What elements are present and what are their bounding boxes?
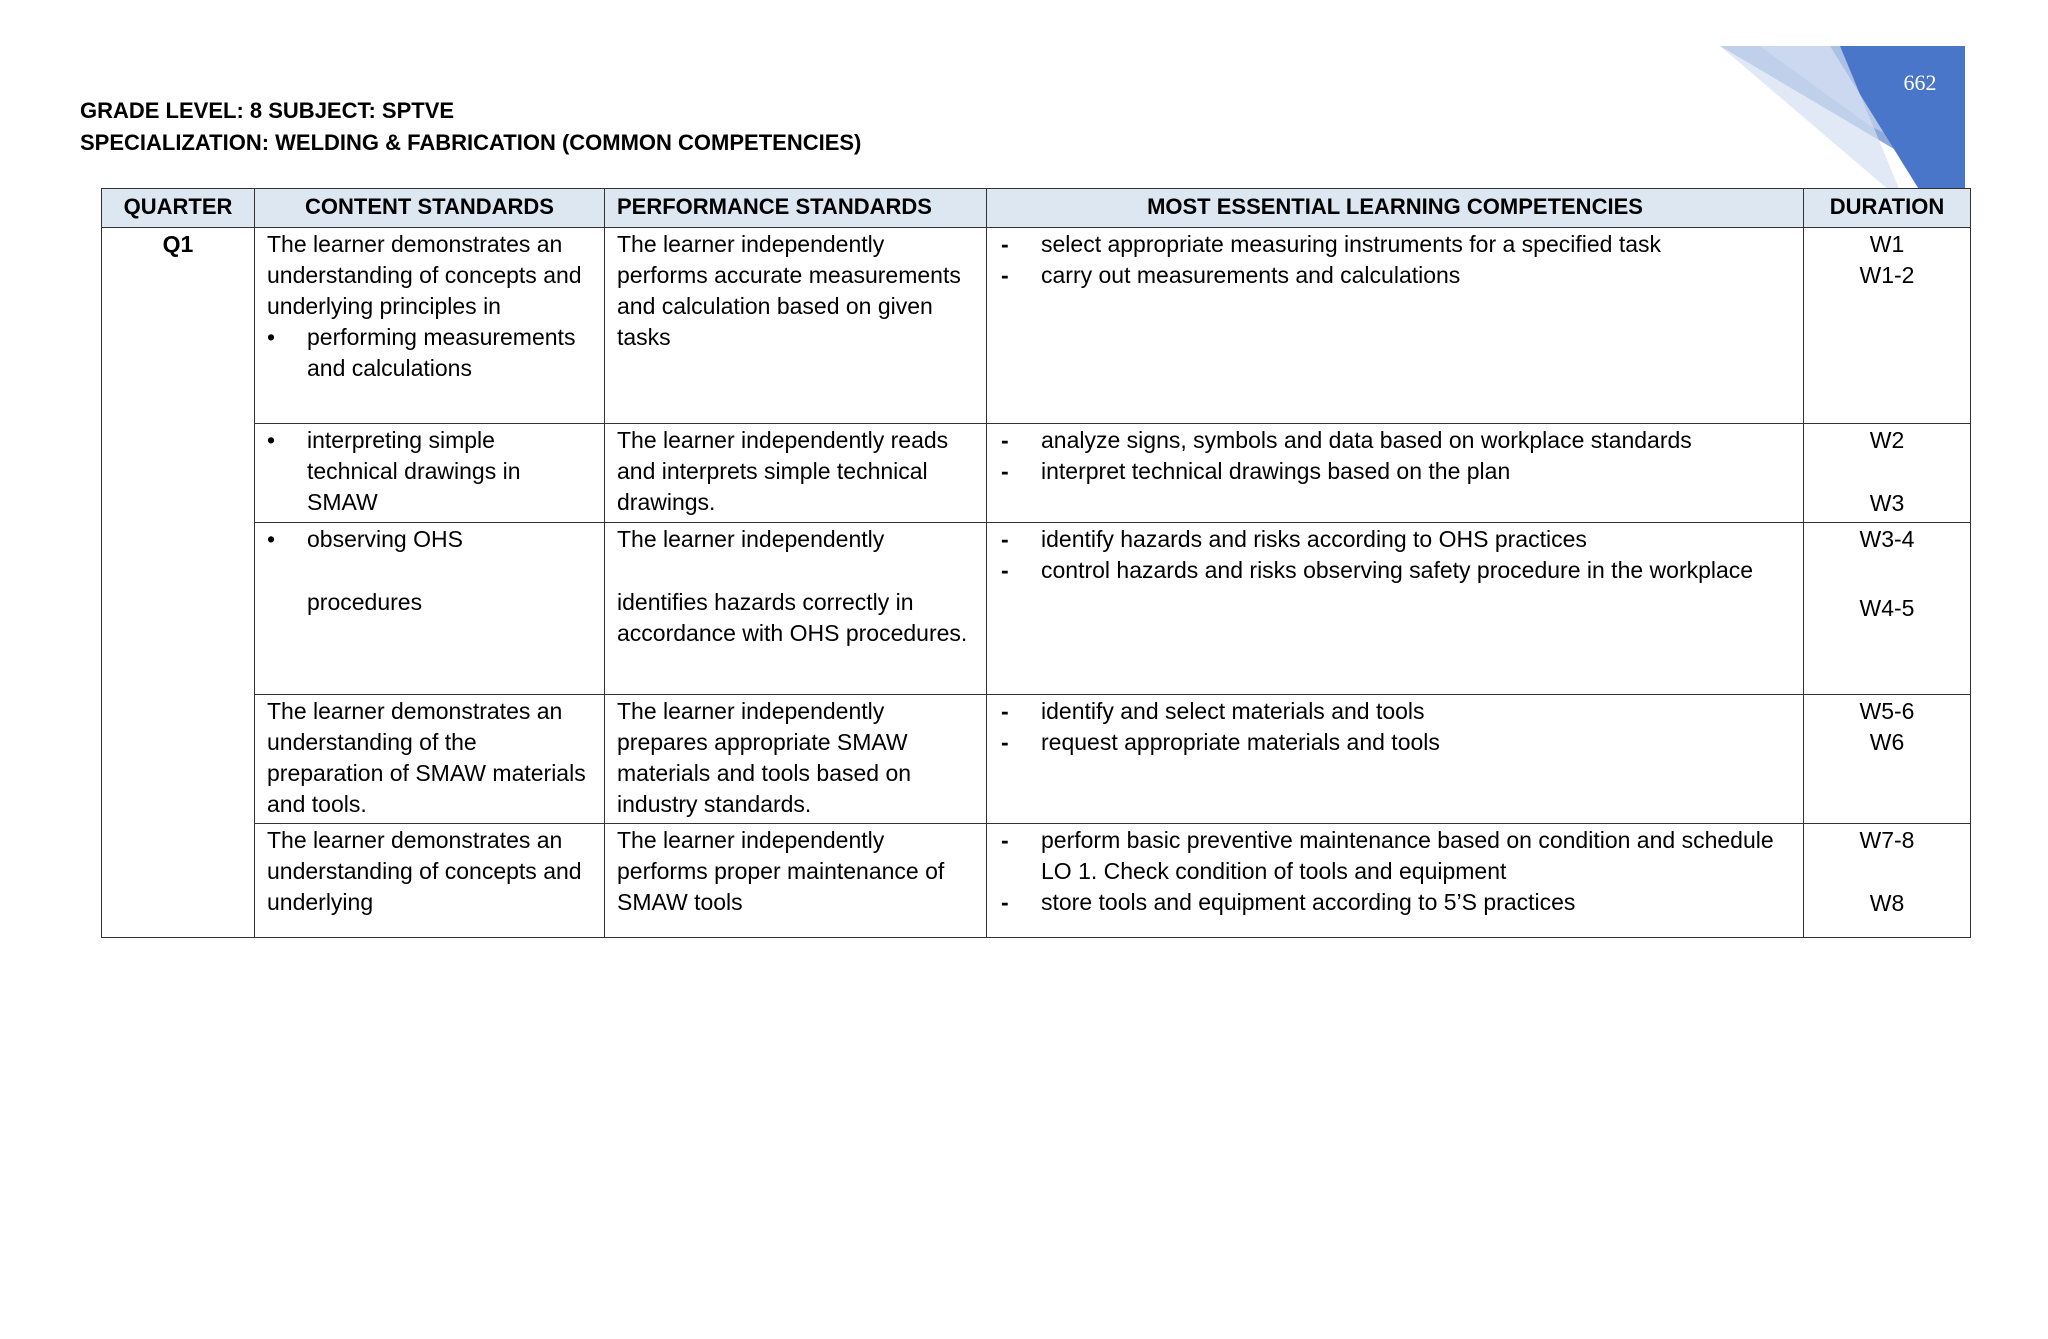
content-bullet: • performing measurements and calculations [267, 324, 576, 381]
page-number: 662 [1903, 70, 1937, 95]
competency-item: - carry out measurements and calculations [999, 260, 1791, 291]
table-row [102, 824, 1971, 938]
content-text: The learner demonstrates an understanding of concepts and underlying principles in [267, 231, 582, 319]
competency-item: - select appropriate measuring instruments for a specified task [999, 229, 1791, 260]
competency-item: - perform basic preventive maintenance based on condition and schedule LO 1. Check condition of tools and equipment [1001, 827, 1774, 884]
col-header-content-standards: CONTENT STANDARDS [255, 189, 605, 228]
performance-standard-cell: The learner independently reads and interprets simple technical drawings. [605, 424, 987, 523]
performance-standard-cell: The learner independently prepares appropriate SMAW materials and tools based on industry standards. [605, 695, 987, 824]
performance-standard-cell: The learner independently performs proper maintenance of SMAW tools [605, 824, 987, 938]
competencies-cell [987, 228, 1804, 424]
document-heading [80, 95, 861, 159]
competencies-cell [987, 824, 1804, 938]
bullet-icon: • [267, 526, 276, 552]
col-header-competencies: MOST ESSENTIAL LEARNING COMPETENCIES [987, 189, 1804, 228]
table-row [102, 228, 1971, 424]
dash-icon: - [1001, 827, 1009, 853]
duration-cell: W7-8 W8 [1804, 824, 1971, 938]
col-header-duration: DURATION [1804, 189, 1971, 228]
competency-item: - control hazards and risks observing safety procedure in the workplace [999, 555, 1791, 586]
competency-item: - request appropriate materials and tools [999, 727, 1791, 758]
competency-item: - analyze signs, symbols and data based on workplace standards [999, 425, 1791, 456]
content-bullet: • interpreting simple technical drawings in SMAW [267, 427, 521, 515]
duration-cell: W5-6 W6 [1804, 695, 1971, 824]
competencies-cell [987, 424, 1804, 523]
col-header-performance-standards: PERFORMANCE STANDARDS [605, 189, 987, 228]
dash-icon: - [1001, 698, 1009, 724]
table-header-row [102, 189, 1971, 228]
quarter-cell: Q1 [102, 228, 255, 938]
content-continued: procedures [307, 589, 423, 615]
performance-standard-cell: The learner independently identifies hazards correctly in accordance with OHS procedures. [605, 523, 987, 695]
content-standard-cell [255, 228, 605, 424]
grade-subject-line: GRADE LEVEL: 8 SUBJECT: SPTVE [80, 98, 455, 123]
performance-standard-cell: The learner independently performs accurate measurements and calculation based on given tasks [605, 228, 987, 424]
bullet-icon: • [267, 324, 276, 350]
table-row [102, 424, 1971, 523]
dash-icon: - [1001, 427, 1009, 453]
competencies-cell [987, 523, 1804, 695]
dash-icon: - [1001, 889, 1009, 915]
content-standard-cell: The learner demonstrates an understanding of concepts and underlying [255, 824, 605, 938]
dash-icon: - [1001, 231, 1009, 257]
dash-icon: - [1001, 458, 1009, 484]
competencies-cell [987, 695, 1804, 824]
competency-item: - identify and select materials and tools [999, 696, 1791, 727]
bullet-icon: • [267, 427, 276, 453]
duration-cell: W2 W3 [1804, 424, 1971, 523]
dash-icon: - [1001, 729, 1009, 755]
competency-item: - store tools and equipment according to 5’S practices [999, 887, 1791, 918]
specialization-line: SPECIALIZATION: WELDING & FABRICATION (COMMON COMPETENCIES) [80, 130, 862, 155]
col-header-quarter: QUARTER [102, 189, 255, 228]
competency-item: - interpret technical drawings based on the plan [999, 456, 1791, 487]
content-standard-cell [255, 523, 605, 695]
page-corner-decoration [1720, 46, 1965, 191]
competency-item: - identify hazards and risks according to OHS practices [999, 524, 1791, 555]
duration-cell: W1 W1-2 [1804, 228, 1971, 424]
content-bullet: • observing OHS [267, 524, 592, 555]
duration-cell: W3-4 W4-5 [1804, 523, 1971, 695]
table-row [102, 523, 1971, 695]
dash-icon: - [1001, 557, 1009, 583]
content-standard-cell: The learner demonstrates an understanding of the preparation of SMAW materials and tools. [255, 695, 605, 824]
dash-icon: - [1001, 526, 1009, 552]
content-standard-cell [255, 424, 605, 523]
curriculum-table [101, 188, 1971, 938]
table-row [102, 695, 1971, 824]
dash-icon: - [1001, 262, 1009, 288]
